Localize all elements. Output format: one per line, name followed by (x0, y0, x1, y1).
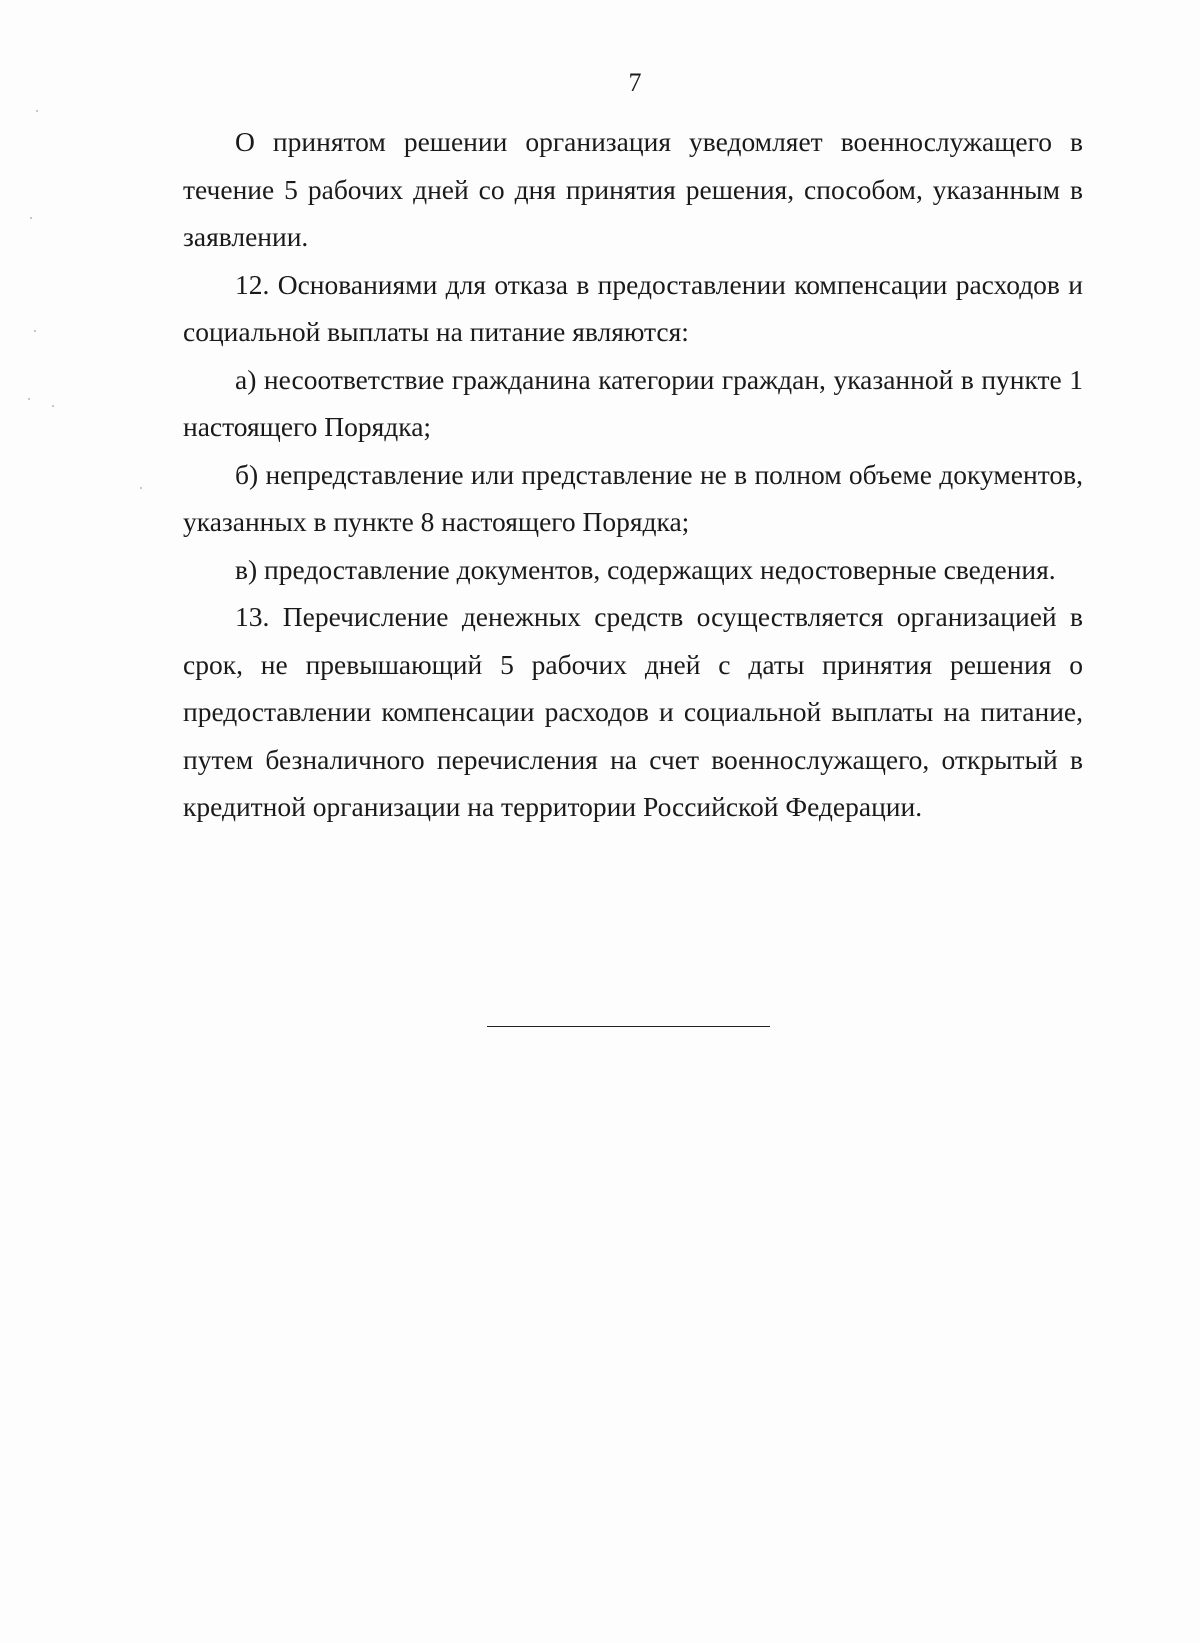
page-number: 7 (628, 68, 642, 97)
scan-speck (36, 110, 38, 112)
paragraph-13-transfer: 13. Перечисление денежных средств осуществляется организацией в срок, не превышающий 5 рабочих дней с даты принятия решения о предоставлении компенсации расходов и социальной выплаты на питание, путем безналичного перечисления на счет военнослужащего, открытый в кредитной организации на территории Российской Федерации. (183, 601, 1083, 822)
paragraph-12-a: а) несоответствие гражданина категории граждан, указанной в пункте 1 настоящего Порядка; (183, 363, 1083, 442)
paragraph-12-v: в) предоставление документов, содержащих недостоверные сведения. (235, 553, 1056, 585)
paragraph-12-b: б) непредставление или представление не в полном объеме документов, указанных в пункте 8 настоящего Порядка; (183, 458, 1083, 537)
paragraph-12-refusal-grounds: 12. Основаниями для отказа в предоставлении компенсации расходов и социальной выплаты на питание являются: (183, 268, 1083, 347)
scan-speck (28, 398, 30, 400)
document-body (183, 118, 1083, 831)
scan-speck (34, 330, 36, 332)
paragraph-notification: О принятом решении организация уведомляет военнослужащего в течение 5 рабочих дней со дня принятия решения, способом, указанным в заявлении. (183, 126, 1083, 252)
scan-speck (52, 405, 54, 407)
end-divider-line (487, 1026, 770, 1027)
scan-speck (140, 487, 142, 489)
scan-speck (30, 217, 32, 219)
